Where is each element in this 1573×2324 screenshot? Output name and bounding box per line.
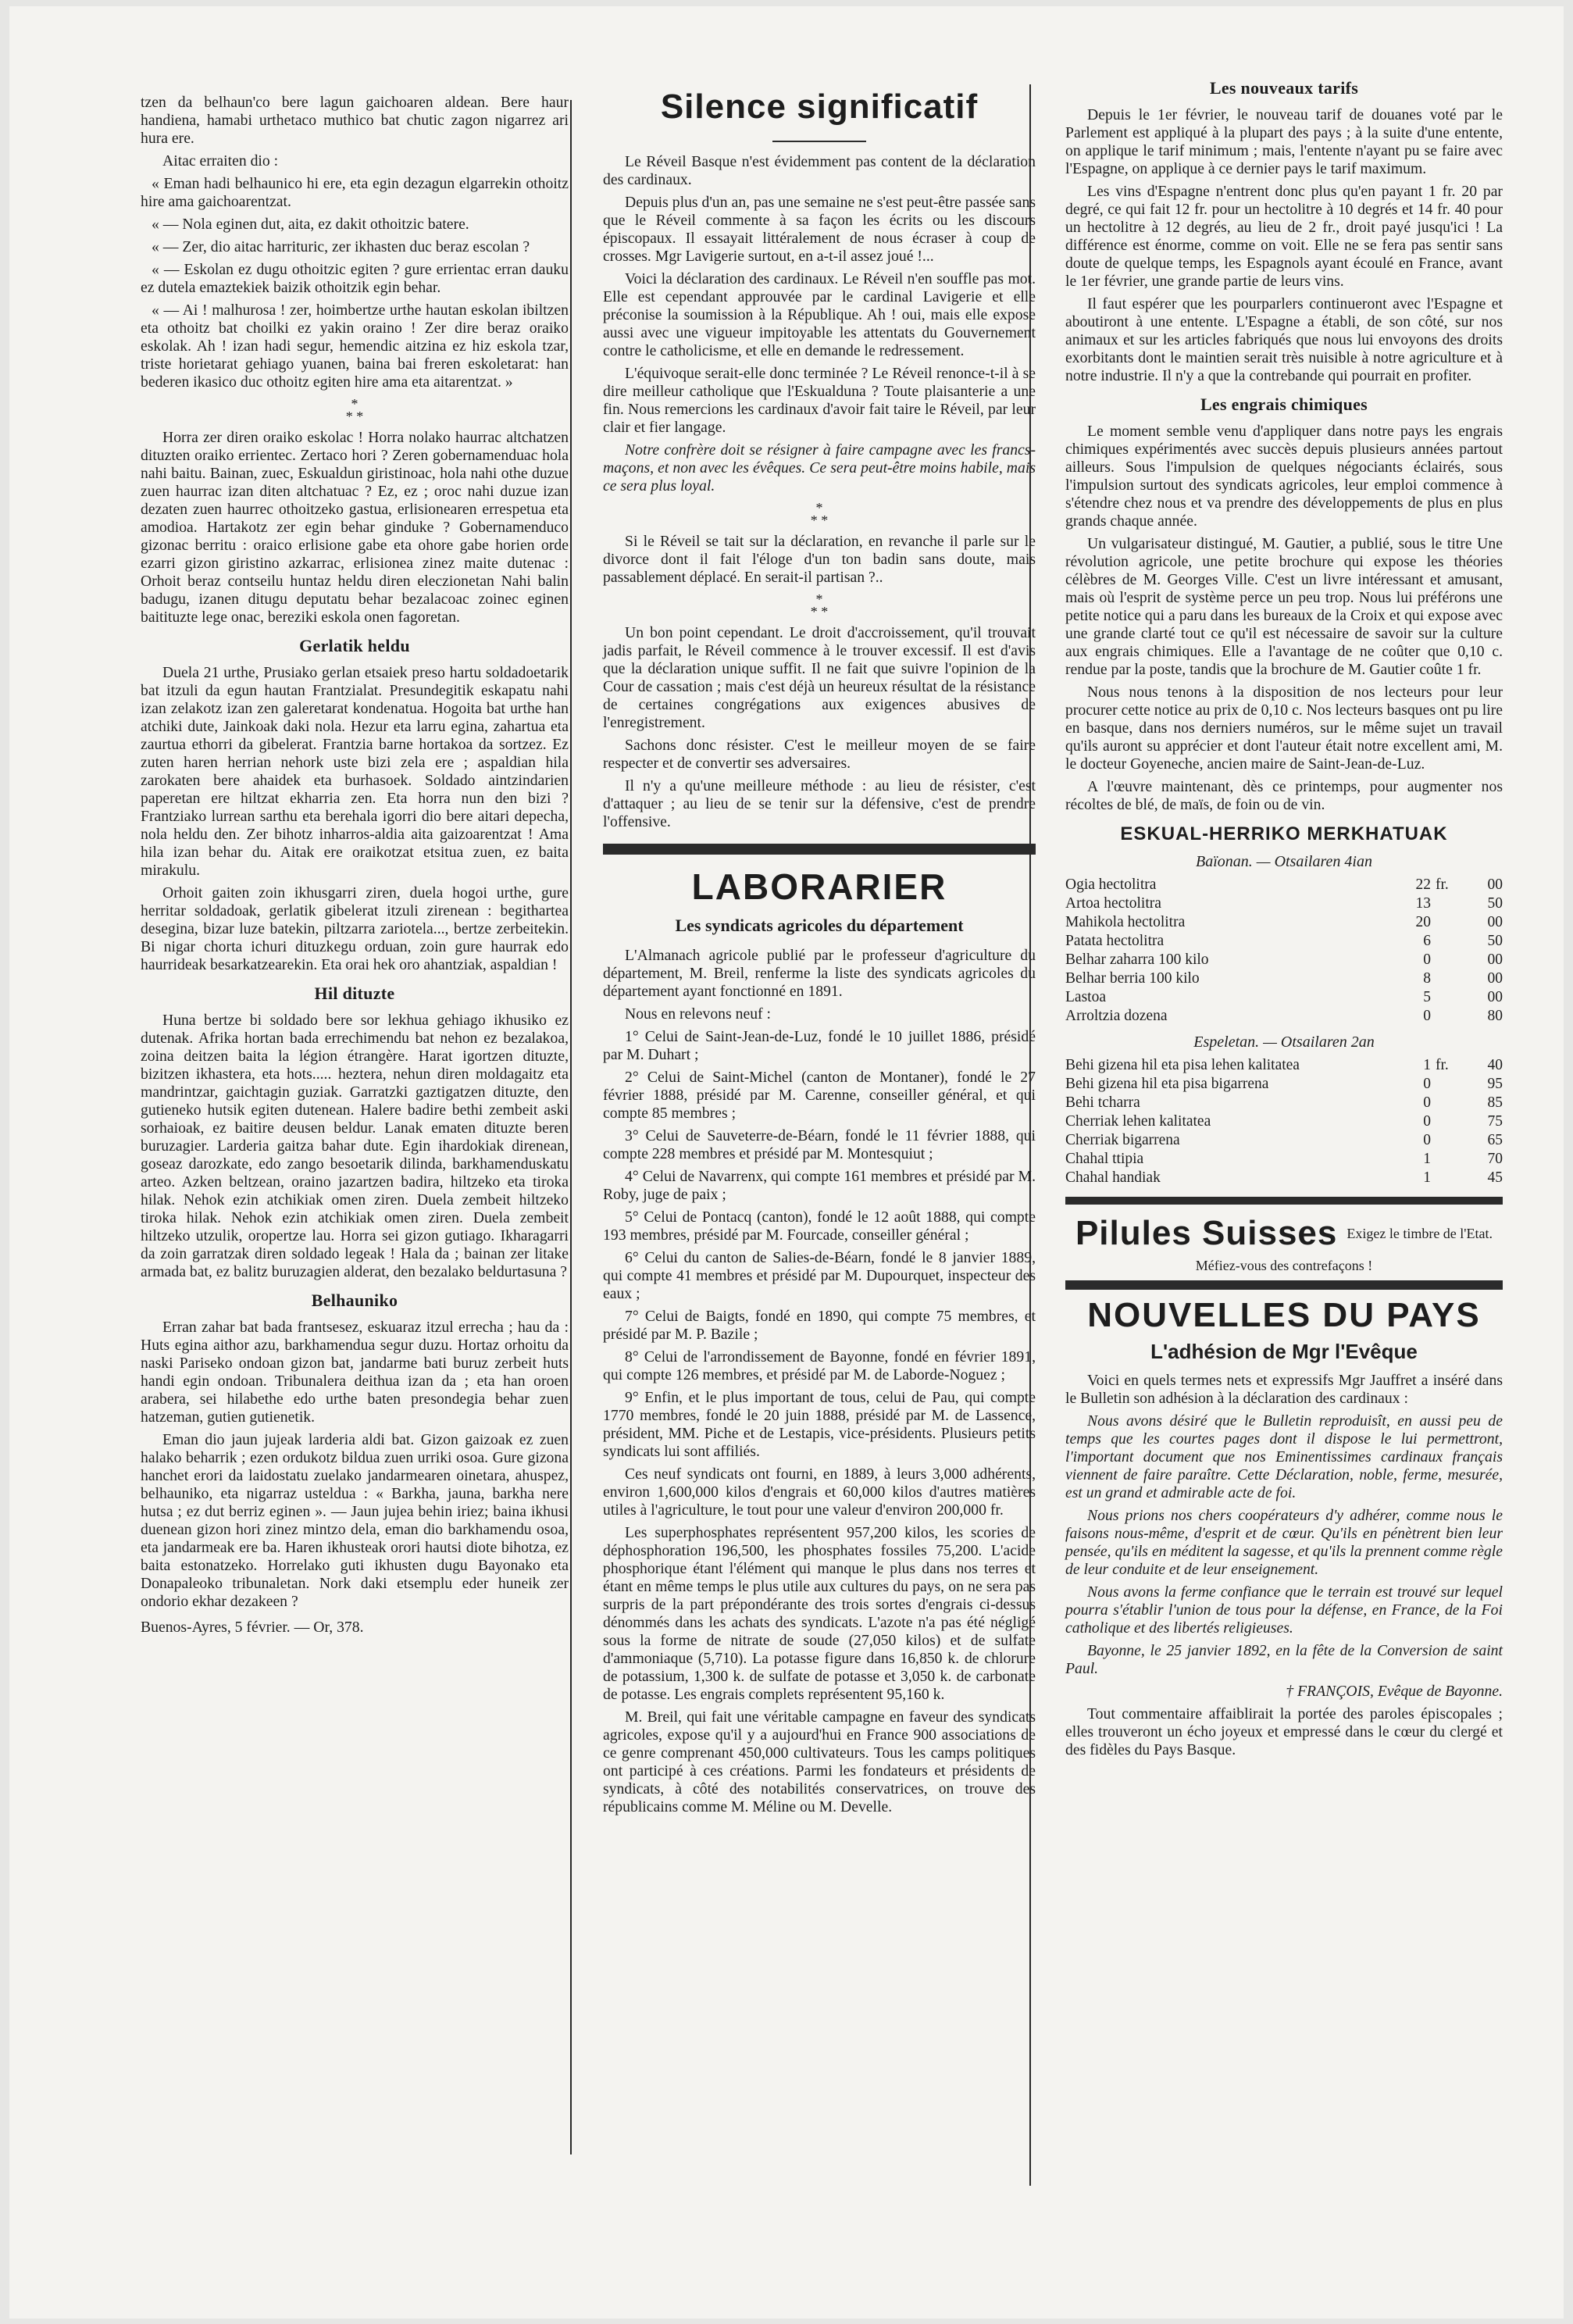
- price-cents: 50: [1487, 933, 1503, 949]
- price-cents: 65: [1487, 1132, 1503, 1148]
- paragraph: Un bon point cependant. Le droit d'accroissement, qu'il trouvait jadis parfait, le Réveil commence à le trouver excessif. Il est d'avis que la déclaration unique suffit. Il ne fait que suivre l'opinion de la Cour de cassation ; mais c'est déjà un heureux résultat de la résistance de certaines congrégations aux exigences abusives de l'enregistrement.: [603, 624, 1036, 731]
- market-quote-footer: Buenos-Ayres, 5 février. — Or, 378.: [141, 1619, 364, 1636]
- price-unit: [1431, 1131, 1471, 1150]
- column-french-politics: [603, 87, 1036, 1821]
- asterism: * * *: [810, 591, 829, 619]
- price-unit: fr.: [1436, 876, 1449, 893]
- price-label: Arroltzia dozena: [1065, 1008, 1168, 1024]
- paragraph: Erran zahar bat bada frantsesez, eskuaraz itzul errecha ; hau da : Huts egina aithor azu, barkhamendua segur duzu. Hortaz orhoitu da naski Pariseko ondoan gizon bat, jandarme bati buruz zerbeit huts handi egin ondoan. Tribunalera deithua izan da ; eta han oroen arabera, sei hilabethe edo urthe baten presondegia behar zuen hatzeman, gutien gutienetik.: [141, 1319, 569, 1426]
- market-espelette-heading: Espeletan. — Otsailaren 2an: [1193, 1033, 1375, 1051]
- quoted-paragraph: Nous avons la ferme confiance que le terrain est trouvé sur lequel pourra s'établir l'union de tous pour la défense, en France, de la Foi catholique et des libertés religieuses.: [1065, 1583, 1503, 1637]
- price-row: [1065, 1150, 1503, 1169]
- price-francs: 22: [1415, 876, 1431, 893]
- paragraph: A l'œuvre maintenant, dès ce printemps, pour augmenter nos récoltes de blé, de maïs, de foin ou de vin.: [1065, 778, 1503, 813]
- price-francs: 0: [1423, 1076, 1431, 1092]
- list-item: 7° Celui de Baigts, fondé en 1890, qui compte 75 membres, et présidé par M. P. Bazile ;: [603, 1308, 1036, 1343]
- paragraph: Notre confrère doit se résigner à faire campagne avec les francs-maçons, et non avec les évêques. Ce sera peut-être moins habile, mais ce sera plus loyal.: [603, 441, 1036, 494]
- price-row: [1065, 988, 1503, 1007]
- price-unit: [1431, 969, 1471, 988]
- price-francs: 1: [1423, 1151, 1431, 1167]
- paragraph: « — Ai ! malhurosa ! zer, hoimbertze urthe hautan eskolan ibiltzen eta othoitz bat choilki ez yakin oraino ! Zer dire beraz oraiko eskolak. Ah ! izan hadi segur, hemendic aitzina ez hiz eskola tzar, triste horietarat gehiago yuanen, baina bai freren eskoletarat: han bederen ikasico duc othoitz egiten hire ama eta aitarentzat. »: [141, 302, 569, 391]
- price-unit: [1431, 1150, 1471, 1169]
- paragraph: Horra zer diren oraiko eskolac ! Horra nolako haurrac altchatzen dituzten oraiko errientec. Zertaco hori ? Zeren gobernamenduac hola nahi baitu. Bainan, zuec, Eskualdun giristinoac, hola nahi othe duzue zuen haurrac izan diten altchatuac ? Ez, ez ; oroc nahi duzue izan dezaten zuen haurrec othoitzeko gastua, erlisionearen errespetua eta amodioa. Hartakotz zer egin behar ginduke ? Gobernamenduco gizonac berritu : oraico erlisione gabe eta ohore gabe horien orde ezarri gizon giristino azkarrac, erlisionea zinez maite dutenac : Orhoit beraz contseilu huntaz heldu diren eleczionetan Nahi balin badugu, izanen ditugu deputatu behar bezalacoac zoinec eginen baitituzte lege onac, bereziki eskola onen fagoretan.: [141, 429, 569, 626]
- paragraph: Sachons donc résister. C'est le meilleur moyen de se faire respecter et de convertir ses adversaires.: [603, 737, 1036, 772]
- price-cents: 75: [1487, 1113, 1503, 1130]
- list-item: 1° Celui de Saint-Jean-de-Luz, fondé le 10 juillet 1886, présidé par M. Duhart ;: [603, 1028, 1036, 1063]
- price-row: [1065, 1131, 1503, 1150]
- paragraph: Le Réveil Basque n'est évidemment pas content de la déclaration des cardinaux.: [603, 153, 1036, 188]
- price-row: [1065, 1169, 1503, 1187]
- price-cents: 80: [1487, 1008, 1503, 1024]
- price-label: Patata hectolitra: [1065, 933, 1165, 949]
- price-cents: 70: [1487, 1151, 1503, 1167]
- quoted-paragraph: Nous prions nos chers coopérateurs d'y adhérer, comme nous le faisons nous-même, d'esprit et de cœur. Qu'ils en pénètrent bien leur pensée, qu'ils en méditent la sagesse, et qu'ils la prennent comme règle de leur conduite et de leur enseignement.: [1065, 1507, 1503, 1578]
- price-unit: fr.: [1436, 1057, 1449, 1073]
- price-cents: 00: [1487, 914, 1503, 930]
- paragraph: Voici la déclaration des cardinaux. Le Réveil n'en souffle pas mot. Elle est cependant approuvée par le cardinal Lavigerie et elle préconise la soumission à la République. Ah ! oui, mais elle expose aussi avec une vigueur impitoyable les attentats du Gouvernement contre le catholicisme, et elle en demande le redressement.: [603, 270, 1036, 359]
- price-unit: [1431, 932, 1471, 951]
- price-row: [1065, 1056, 1503, 1075]
- paragraph: Un vulgarisateur distingué, M. Gautier, a publié, sous le titre Une révolution agricole, une petite brochure qui expose les théories célèbres de M. Georges Ville. C'est un livre intéressant et amusant, mais où l'esprit de système perce un peu trop. Nous lui préférons une petite notice qui a paru dans les bureaux de la Croix et qui expose avec une grande clarté tout ce qu'il est nécessaire de savoir sur la culture aux engrais chimiques. Elle a l'avantage de ne coûter que 0,10 c. rendue par la poste, tandis que la brochure de M. Gautier coûte 1 fr.: [1065, 535, 1503, 678]
- paragraph: Les superphosphates représentent 957,200 kilos, les scories de déphosphoration 196,500, les phosphates fossiles 75,200. L'acide phosphorique étant l'élément qui manque le plus dans nos terres et étant en même temps le plus utile aux cultures du pays, on ne sera pas surpris de la part prépondérante des trois sortes d'engrais ci-dessus dénommés dans les achats des syndicats. L'azote n'a pas été négligé sous la forme de nitrate de soude (27,050 kilos) et de sulfate d'ammoniaque (5,710). La potasse figure dans 16,850 k. de chlorure de potassium, 1,300 k. de sulfate de potasse et 3,050 k. de carbonate de potasse. Les engrais complets représentent 95,160 k.: [603, 1524, 1036, 1703]
- price-cents: 95: [1487, 1076, 1503, 1092]
- price-cents: 85: [1487, 1094, 1503, 1111]
- asterism: * * *: [345, 396, 364, 424]
- ad-warning: Méfiez-vous des contrefaçons !: [1195, 1258, 1373, 1273]
- price-row: [1065, 876, 1503, 894]
- price-unit: [1431, 951, 1471, 969]
- price-unit: [1431, 988, 1471, 1007]
- paragraph: Voici en quels termes nets et expressifs Mgr Jauffret a inséré dans le Bulletin son adhésion à la déclaration des cardinaux :: [1065, 1372, 1503, 1407]
- column-divider-left: [570, 100, 572, 2154]
- list-item: 3° Celui de Sauveterre-de-Béarn, fondé le 11 février 1888, qui compte 228 membres et présidé par M. Montesquiut ;: [603, 1127, 1036, 1162]
- price-unit: [1431, 1112, 1471, 1131]
- section-title-nouvelles: NOUVELLES DU PAYS: [1087, 1296, 1481, 1334]
- paragraph: Huna bertze bi soldado bere sor lekhua gehiago ikhusiko ez dutenak. Afrika hortan bada errechimendu bat nehon ez bezalakoa, zoina deitzen baita la légion étrangère. Harat igortzen dituzte, bizitzen ikhastera, eta hots..... heztera, nehun diren moldagaitz eta mandrintzar, gaichtagin guziak. Garratzki gaztigatzen dituzte, den gutieneko hutsik egiten dutenean. Halere badire bethi zembeit aski sorhaioak, ez baitire deusen beldur. Lanak ematen dituzte beren buruzagier. Larderia gaitza bahar dute. Egin ihardokiak direnean, goseaz darozkate, edo zango besoetarik dilinda, barkhamenduskatu arteo. Azken beltzean, oraino jazartzen badira, hiltzeko eta tiroka hilak. Nehok ezin atchikiak omen ziren. Duela zembeit hiltzeko tiroka hilak. Nehok ezin atchikiak omen ziren. Duela zembeit hiltzeko utzulik, oropertze lau. Horra sei gizon gutiago. Ikharagarri da zoin garratzak diren soldado legeak ! Hala da ; bainan zer litake armada bat, ez balitz buruzagien alderat, den bezalako beldurtasuna ?: [141, 1012, 569, 1280]
- price-label: Cherriak lehen kalitatea: [1065, 1113, 1211, 1130]
- price-unit: [1431, 1007, 1471, 1026]
- paragraph: Il faut espérer que les pourparlers continueront avec l'Espagne et aboutiront à une entente. L'Espagne a établi, de son côté, sur nos animaux et sur les articles fabriqués que nous lui envoyons des droits exorbitants dont le maintien serait très nuisible à notre agriculture et à notre industrie. Il n'y a que la contrebande qui pourrait en profiter.: [1065, 295, 1503, 384]
- advertisement: [1065, 1214, 1503, 1253]
- paragraph: Nous nous tenons à la disposition de nos lecteurs pour leur procurer cette notice au prix de 0,10 c. Nos lecteurs basques ont pu lire en basque, dans nos derniers numéros, sur le même sujet un travail qu'ils auront su apprécier et dont l'auteur était notre excellent ami, M. le docteur Goyeneche, ancien maire de Saint-Jean-de-Luz.: [1065, 684, 1503, 773]
- paragraph: Duela 21 urthe, Prusiako gerlan etsaiek preso hartu soldadoetarik bat itzuli da egun hautan Frantzialat. Presundegitik eskapatu nahi izan zelakotz izan zen galeretarat kondenatua. Hogoita bat urthe han atchiki dute, Jainkoak daki nola. Hezur eta larru egina, zahartua eta zaurtua ethorri da gibelerat. Frantzia barne hortakoa da sortzez. Ez zuten haren herrian nehork uste bizi zela ere ; aspaldian hila zarokaten bere ahaidek eta burhasoek. Soldado aintzindarien paperetan ere hiltzat ekharria zen. Eta horra nun den bizi ? Frantziako lurrean sarthu eta berehala igorri dio bere aitari depecha, nola heldu den. Zer bihotz inharros-aldia aita gaizoarentzat ! Ama hila izan behar du. Aitak ere oraikotzat etsitua zuen, ez baita mirakulu.: [141, 664, 569, 879]
- subheading-gerlatik-heldu: Gerlatik heldu: [299, 636, 410, 655]
- subheading-adhesion: L'adhésion de Mgr l'Evêque: [1150, 1340, 1418, 1363]
- subheading-engrais-chimiques: Les engrais chimiques: [1200, 394, 1368, 414]
- market-espelette-table: [1065, 1056, 1503, 1187]
- quoted-paragraph: Nous avons désiré que le Bulletin reproduisît, en aussi peu de temps que les courtes pages dont il dispose le lui permettront, l'important document que nos Eminentissimes cardinaux français viennent de faire paraître. Cette Déclaration, noble, ferme, mesurée, est un grand et admirable acte de foi.: [1065, 1412, 1503, 1501]
- price-cents: 50: [1487, 895, 1503, 912]
- price-row: [1065, 1094, 1503, 1112]
- ad-note: Exigez le timbre de l'Etat.: [1347, 1226, 1493, 1241]
- market-bayonne-heading: Baïonan. — Otsailaren 4ian: [1196, 853, 1372, 870]
- subheading-nouveaux-tarifs: Les nouveaux tarifs: [1209, 78, 1359, 98]
- price-unit: [1431, 894, 1471, 913]
- paragraph: L'équivoque serait-elle donc terminée ? Le Réveil renonce-t-il à se dire meilleur catholique que l'Eskualduna ? Toute plaisanterie a une fin. Nous remercions les cardinaux d'avoir fait taire le Réveil, par leur clair et fier langage.: [603, 365, 1036, 436]
- list-item: 8° Celui de l'arrondissement de Bayonne, fondé en février 1891, qui compte 126 membres, et présidé par M. de Laborde-Noguez ;: [603, 1348, 1036, 1383]
- price-unit: [1431, 1094, 1471, 1112]
- dateline: Bayonne, le 25 janvier 1892, en la fête de la Conversion de saint Paul.: [1065, 1642, 1503, 1677]
- paragraph: Eman dio jaun jujeak larderia aldi bat. Gizon gaizoak ez zuen halako beharrik ; ezen ordukotz bildua zuen urriki osoa. Gure gizona hanchet erori da laidostatu zuelako jandarmearen oinetara, ahuspez, belhauniko, eta nigarraz usteldua : « Barkha, jauna, barkha nere hutsa ; ez dut berriz eginen ». — Jaun jujea behin iriez; baina ikhusi duenean gizon hori zinez mintzo dela, eman dio barkhamendu osoa, eta jandarmeak ere ba. Haren ikhusteak orori hautsi diote bihotza, ez baita estonatzeko. Horrelako guti ikhusten dugu Bayonako eta Donapaleoko tribunaletan. Nork daki etsemplu eder huneik zer ondorio ekhar dezakeen ?: [141, 1431, 569, 1610]
- price-unit: [1431, 913, 1471, 932]
- price-cents: 00: [1487, 876, 1503, 893]
- price-cents: 00: [1487, 970, 1503, 987]
- price-label: Behi tcharra: [1065, 1094, 1140, 1111]
- list-item: 6° Celui du canton de Salies-de-Béarn, fondé le 8 janvier 1889, qui compte 41 membres et présidé par M. Dupourquet, inspecteur des eaux ;: [603, 1249, 1036, 1302]
- price-francs: 0: [1423, 1113, 1431, 1130]
- price-row: [1065, 969, 1503, 988]
- column-news: [1065, 78, 1503, 1764]
- list-item: 4° Celui de Navarrenx, qui compte 161 membres et présidé par M. Roby, juge de paix ;: [603, 1168, 1036, 1203]
- price-label: Chahal handiak: [1065, 1169, 1161, 1186]
- paragraph: « Eman hadi belhaunico hi ere, eta egin dezagun elgarrekin othoitz hire ama gaichoarentzat.: [141, 175, 569, 210]
- price-cents: 40: [1487, 1057, 1503, 1073]
- price-row: [1065, 1112, 1503, 1131]
- price-label: Lastoa: [1065, 989, 1106, 1005]
- paragraph: Depuis plus d'un an, pas une semaine ne s'est peut-être passée sans que le Réveil commente à sa façon les écrits ou les discours épiscopaux. Il essayait littéralement de nous écraser à coup de crosses. Mgr Lavigerie surtout, en a-t-il assez joué !...: [603, 194, 1036, 265]
- price-label: Belhar berria 100 kilo: [1065, 970, 1200, 987]
- subheading-syndicats-agricoles: Les syndicats agricoles du département: [675, 916, 964, 935]
- price-francs: 0: [1423, 1008, 1431, 1024]
- newspaper-page: [9, 6, 1564, 2319]
- paragraph: Aitac erraiten dio :: [162, 152, 279, 170]
- price-francs: 0: [1423, 1132, 1431, 1148]
- column-basque: [141, 94, 569, 1641]
- market-bayonne-table: [1065, 876, 1503, 1026]
- price-francs: 6: [1423, 933, 1431, 949]
- price-francs: 1: [1423, 1057, 1431, 1073]
- price-francs: 20: [1415, 914, 1431, 930]
- paragraph: Les vins d'Espagne n'entrent donc plus qu'en payant 1 fr. 20 par degré, ce qui fait 12 fr. pour un hectolitre à 10 degrés et 14 fr. 40 pour un hectolitre à 12 degrés, au lieu de 2 fr., droit payé jusqu'ici ! La différence est énorme, comme on voit. Elle ne se fera pas sentir sans doute de quelque temps, les Espagnols ayant écoulé en France, avant le 1er février, une grande partie de leurs vins.: [1065, 183, 1503, 290]
- asterism: * * *: [810, 500, 829, 528]
- paragraph: Ces neuf syndicats ont fourni, en 1889, à leurs 3,000 adhérents, environ 1,600,000 kilos d'engrais et 60,000 kilos d'autres matières utiles à l'agriculture, le tout pour une valeur d'environ 200,000 fr.: [603, 1465, 1036, 1519]
- subheading-belhauniko: Belhauniko: [311, 1291, 398, 1310]
- section-title-laborarier: LABORARIER: [691, 866, 947, 907]
- price-row: [1065, 894, 1503, 913]
- price-label: Chahal ttipia: [1065, 1151, 1144, 1167]
- ad-rule-top: [1065, 1197, 1503, 1205]
- price-row: [1065, 913, 1503, 932]
- price-row: [1065, 932, 1503, 951]
- price-francs: 5: [1423, 989, 1431, 1005]
- price-cents: 00: [1487, 951, 1503, 968]
- price-row: [1065, 951, 1503, 969]
- price-label: Mahikola hectolitra: [1065, 914, 1186, 930]
- paragraph: « — Zer, dio aitac harrituric, zer ikhasten duc beraz escolan ?: [152, 238, 530, 255]
- market-prices-heading: ESKUAL-HERRIKO MERKHATUAK: [1120, 823, 1448, 844]
- price-unit: [1431, 1169, 1471, 1187]
- price-label: Cherriak bigarrena: [1065, 1132, 1180, 1148]
- paragraph: Orhoit gaiten zoin ikhusgarri ziren, duela hogoi urthe, gure herritar soldadoak, gerlatik gibelerat itzuli zirenean : begithartea desegina, bizar luze batekin, piltzarra zariotela..., bertze zerbeitekin. Bi nigar chorta ichuri dituzkegu orduan, zoin gure haurrak edo haurrideak besarkatzearekin. Eta orai hek oro ahantziak, aspaldian !: [141, 884, 569, 973]
- price-francs: 0: [1423, 951, 1431, 968]
- price-label: Behi gizena hil eta pisa bigarrena: [1065, 1076, 1269, 1092]
- section-rule: [1065, 1280, 1503, 1290]
- price-label: Ogia hectolitra: [1065, 876, 1157, 893]
- paragraph: Il n'y a qu'une meilleure méthode : au lieu de résister, c'est d'attaquer ; au lieu de se tenir sur la défensive, c'est de prendre l'offensive.: [603, 777, 1036, 830]
- paragraph: Tout commentaire affaiblirait la portée des paroles épiscopales ; elles trouveront un écho joyeux et empressé dans le cœur du clergé et des fidèles du Pays Basque.: [1065, 1705, 1503, 1758]
- price-row: [1065, 1075, 1503, 1094]
- price-row: [1065, 1007, 1503, 1026]
- price-cents: 00: [1487, 989, 1503, 1005]
- price-francs: 1: [1423, 1169, 1431, 1186]
- paragraph: Depuis le 1er février, le nouveau tarif de douanes voté par le Parlement est appliqué à la plupart des pays ; à la suite d'une entente, on applique le tarif minimum ; mais, l'entente n'ayant pu se faire avec l'Espagne, on applique à ce dernier pays le tarif maximum.: [1065, 106, 1503, 177]
- paragraph: Nous en relevons neuf :: [625, 1005, 771, 1023]
- signature-line: † FRANÇOIS, Evêque de Bayonne.: [1286, 1683, 1503, 1700]
- price-francs: 0: [1423, 1094, 1431, 1111]
- paragraph: M. Breil, qui fait une véritable campagne en faveur des syndicats agricoles, expose qu'il y a aujourd'hui en France 900 associations de ce genre comprenant 450,000 cultivateurs. Tous les camps politiques ont participé à ces créations. Parmi les fondateurs et présidents de syndicats, à côté des notabilités conservatrices, on trouve des républicains comme M. Méline ou M. Develle.: [603, 1708, 1036, 1815]
- price-francs: 13: [1415, 895, 1431, 912]
- price-unit: [1431, 1075, 1471, 1094]
- price-francs: 8: [1423, 970, 1431, 987]
- subheading-hil-dituzte: Hil dituzte: [314, 984, 395, 1003]
- price-label: Artoa hectolitra: [1065, 895, 1161, 912]
- price-label: Belhar zaharra 100 kilo: [1065, 951, 1209, 968]
- paragraph: tzen da belhaun'co bere lagun gaichoaren aldean. Bere haur handiena, hamabi urthetaco muthico bat chutic zagon nigarrez ari hura ere.: [141, 94, 569, 147]
- list-item: 2° Celui de Saint-Michel (canton de Montaner), fondé le 27 février 1888, présidé par M. Carenne, conseiller général, et qui compte 85 membres ;: [603, 1069, 1036, 1122]
- paragraph: « — Eskolan ez dugu othoitzic egiten ? gure errientac erran dauku ez dutela emaztekiek baizik othoitzik egin behar.: [141, 261, 569, 296]
- paragraph: Le moment semble venu d'appliquer dans notre pays les engrais chimiques expérimentés avec succès depuis plusieurs années partout ailleurs. Sous l'impulsion de quelques négociants éclairés, sous l'impulsion surtout des syndicats agricoles, leur emploi commence à s'étendre chez nous et va prendre des développements de plus en plus grands chaque année.: [1065, 423, 1503, 530]
- title-rule: [772, 141, 866, 142]
- section-rule: [603, 844, 1036, 855]
- price-cents: 45: [1487, 1169, 1503, 1186]
- paragraph: L'Almanach agricole publié par le professeur d'agriculture du département, M. Breil, renferme la liste des syndicats agricoles du département ayant fonctionné en 1891.: [603, 947, 1036, 1000]
- list-item: 9° Enfin, et le plus important de tous, celui de Pau, qui compte 1770 membres, fondé le 20 juin 1888, présidé par M. de Lassence, président, MM. Piche et de Lestapis, vice-présidents. Plusieurs petits syndicats lui sont affiliés.: [603, 1389, 1036, 1460]
- paragraph: Si le Réveil se tait sur la déclaration, en revanche il parle sur le divorce dont il fait l'éloge d'un ton badin sans doute, mais passablement déplacé. En serait-il partisan ?..: [603, 533, 1036, 586]
- paragraph: « — Nola eginen dut, aita, ez dakit othoitzic batere.: [152, 216, 469, 233]
- ad-product-name: Pilules Suisses: [1075, 1214, 1338, 1252]
- list-item: 5° Celui de Pontacq (canton), fondé le 12 août 1888, qui compte 193 membres, présidé par M. Fourcade, conseiller général ;: [603, 1208, 1036, 1244]
- article-title-silence-significatif: Silence significatif: [660, 87, 979, 126]
- price-label: Behi gizena hil eta pisa lehen kalitatea: [1065, 1057, 1300, 1073]
